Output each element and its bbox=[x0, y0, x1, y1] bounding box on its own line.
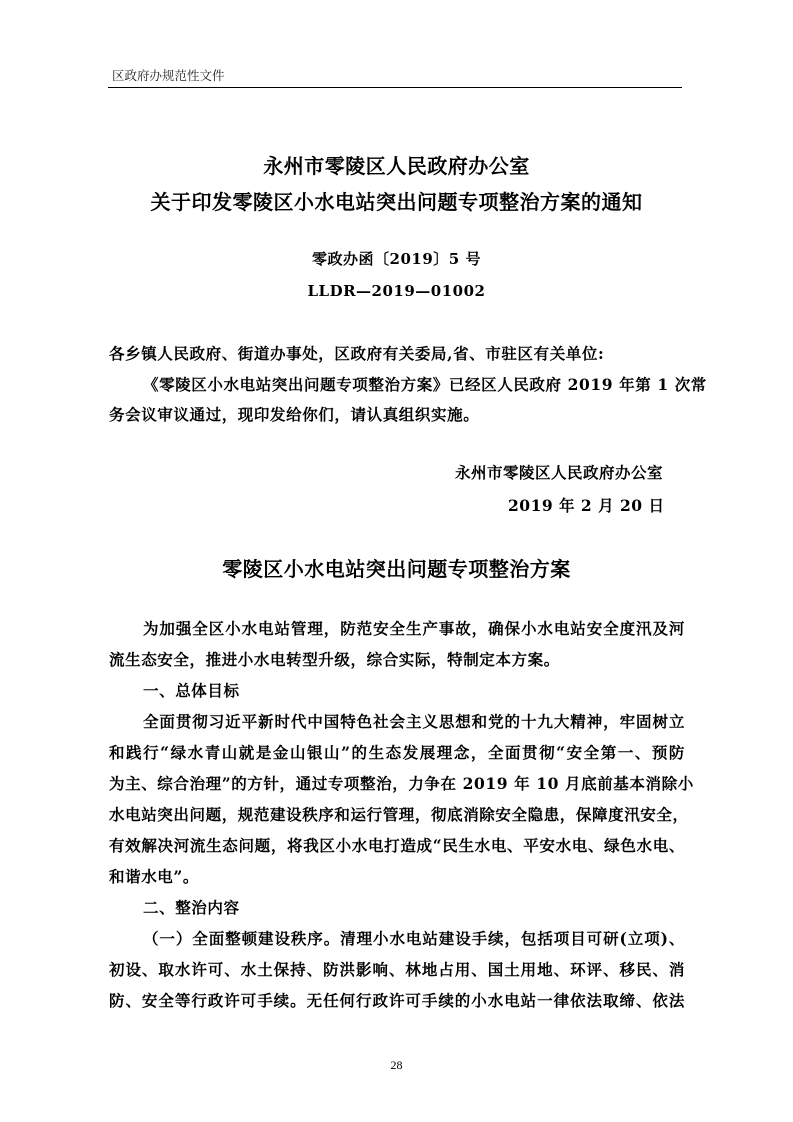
section1-paragraph-line: 为主、综合治理”的方针，通过专项整治，力争在 2019 年 10 月底前基本消除小 bbox=[109, 774, 694, 793]
section-heading-overall-goal: 一、总体目标 bbox=[143, 682, 240, 700]
plan-intro-line: 流生态安全，推进小水电转型升级，综合实际，特制定本方案。 bbox=[109, 650, 560, 669]
notice-title-line2: 关于印发零陵区小水电站突出问题专项整治方案的通知 bbox=[150, 190, 643, 214]
notice-body-line: 《零陵区小水电站突出问题专项整治方案》已经区人民政府 2019 年第 1 次常 bbox=[143, 375, 707, 394]
notice-title-line1: 永州市零陵区人民政府办公室 bbox=[263, 154, 530, 178]
section1-paragraph-line: 有效解决河流生态问题，将我区小水电打造成“民生水电、平安水电、绿色水电、 bbox=[109, 836, 685, 855]
section1-paragraph-line: 全面贯彻习近平新时代中国特色社会主义思想和党的十九大精神，牢固树立 bbox=[143, 712, 685, 731]
issue-date: 2019 年 2 月 20 日 bbox=[508, 496, 665, 515]
section2-paragraph-line: （一）全面整顿建设秩序。清理小水电站建设手续，包括项目可研(立项)、 bbox=[143, 929, 685, 948]
section2-paragraph-line: 初设、取水许可、水土保持、防洪影响、林地占用、国土用地、环评、移民、消 bbox=[109, 960, 685, 979]
plan-title: 零陵区小水电站突出问题专项整治方案 bbox=[222, 557, 571, 581]
document-number: 零政办函〔2019〕5 号 bbox=[312, 250, 481, 268]
notice-body-line: 务会议审议通过，现印发给你们，请认真组织实施。 bbox=[109, 405, 480, 424]
section1-paragraph-line: 和谐水电”。 bbox=[109, 867, 200, 886]
header-divider bbox=[108, 87, 682, 88]
plan-intro-line: 为加强全区小水电站管理，防范安全生产事故，确保小水电站安全度汛及河 bbox=[143, 619, 685, 638]
section-heading-remediation-content: 二、整治内容 bbox=[143, 899, 240, 917]
salutation: 各乡镇人民政府、街道办事处，区政府有关委局,省、市驻区有关单位: bbox=[109, 344, 605, 363]
document-category-header: 区政府办规范性文件 bbox=[112, 68, 225, 83]
issuer-signature: 永州市零陵区人民政府办公室 bbox=[455, 463, 664, 482]
page-number: 28 bbox=[390, 1058, 403, 1072]
section1-paragraph-line: 水电站突出问题，规范建设秩序和运行管理，彻底消除安全隐患，保障度汛安全， bbox=[109, 805, 689, 824]
document-code: LLDR—2019—01002 bbox=[307, 282, 486, 300]
section2-paragraph-line: 防、安全等行政许可手续。无任何行政许可手续的小水电站一律依法取缔、依法 bbox=[109, 991, 685, 1010]
section1-paragraph-line: 和践行“绿水青山就是金山银山”的生态发展理念，全面贯彻“安全第一、预防 bbox=[109, 743, 685, 762]
